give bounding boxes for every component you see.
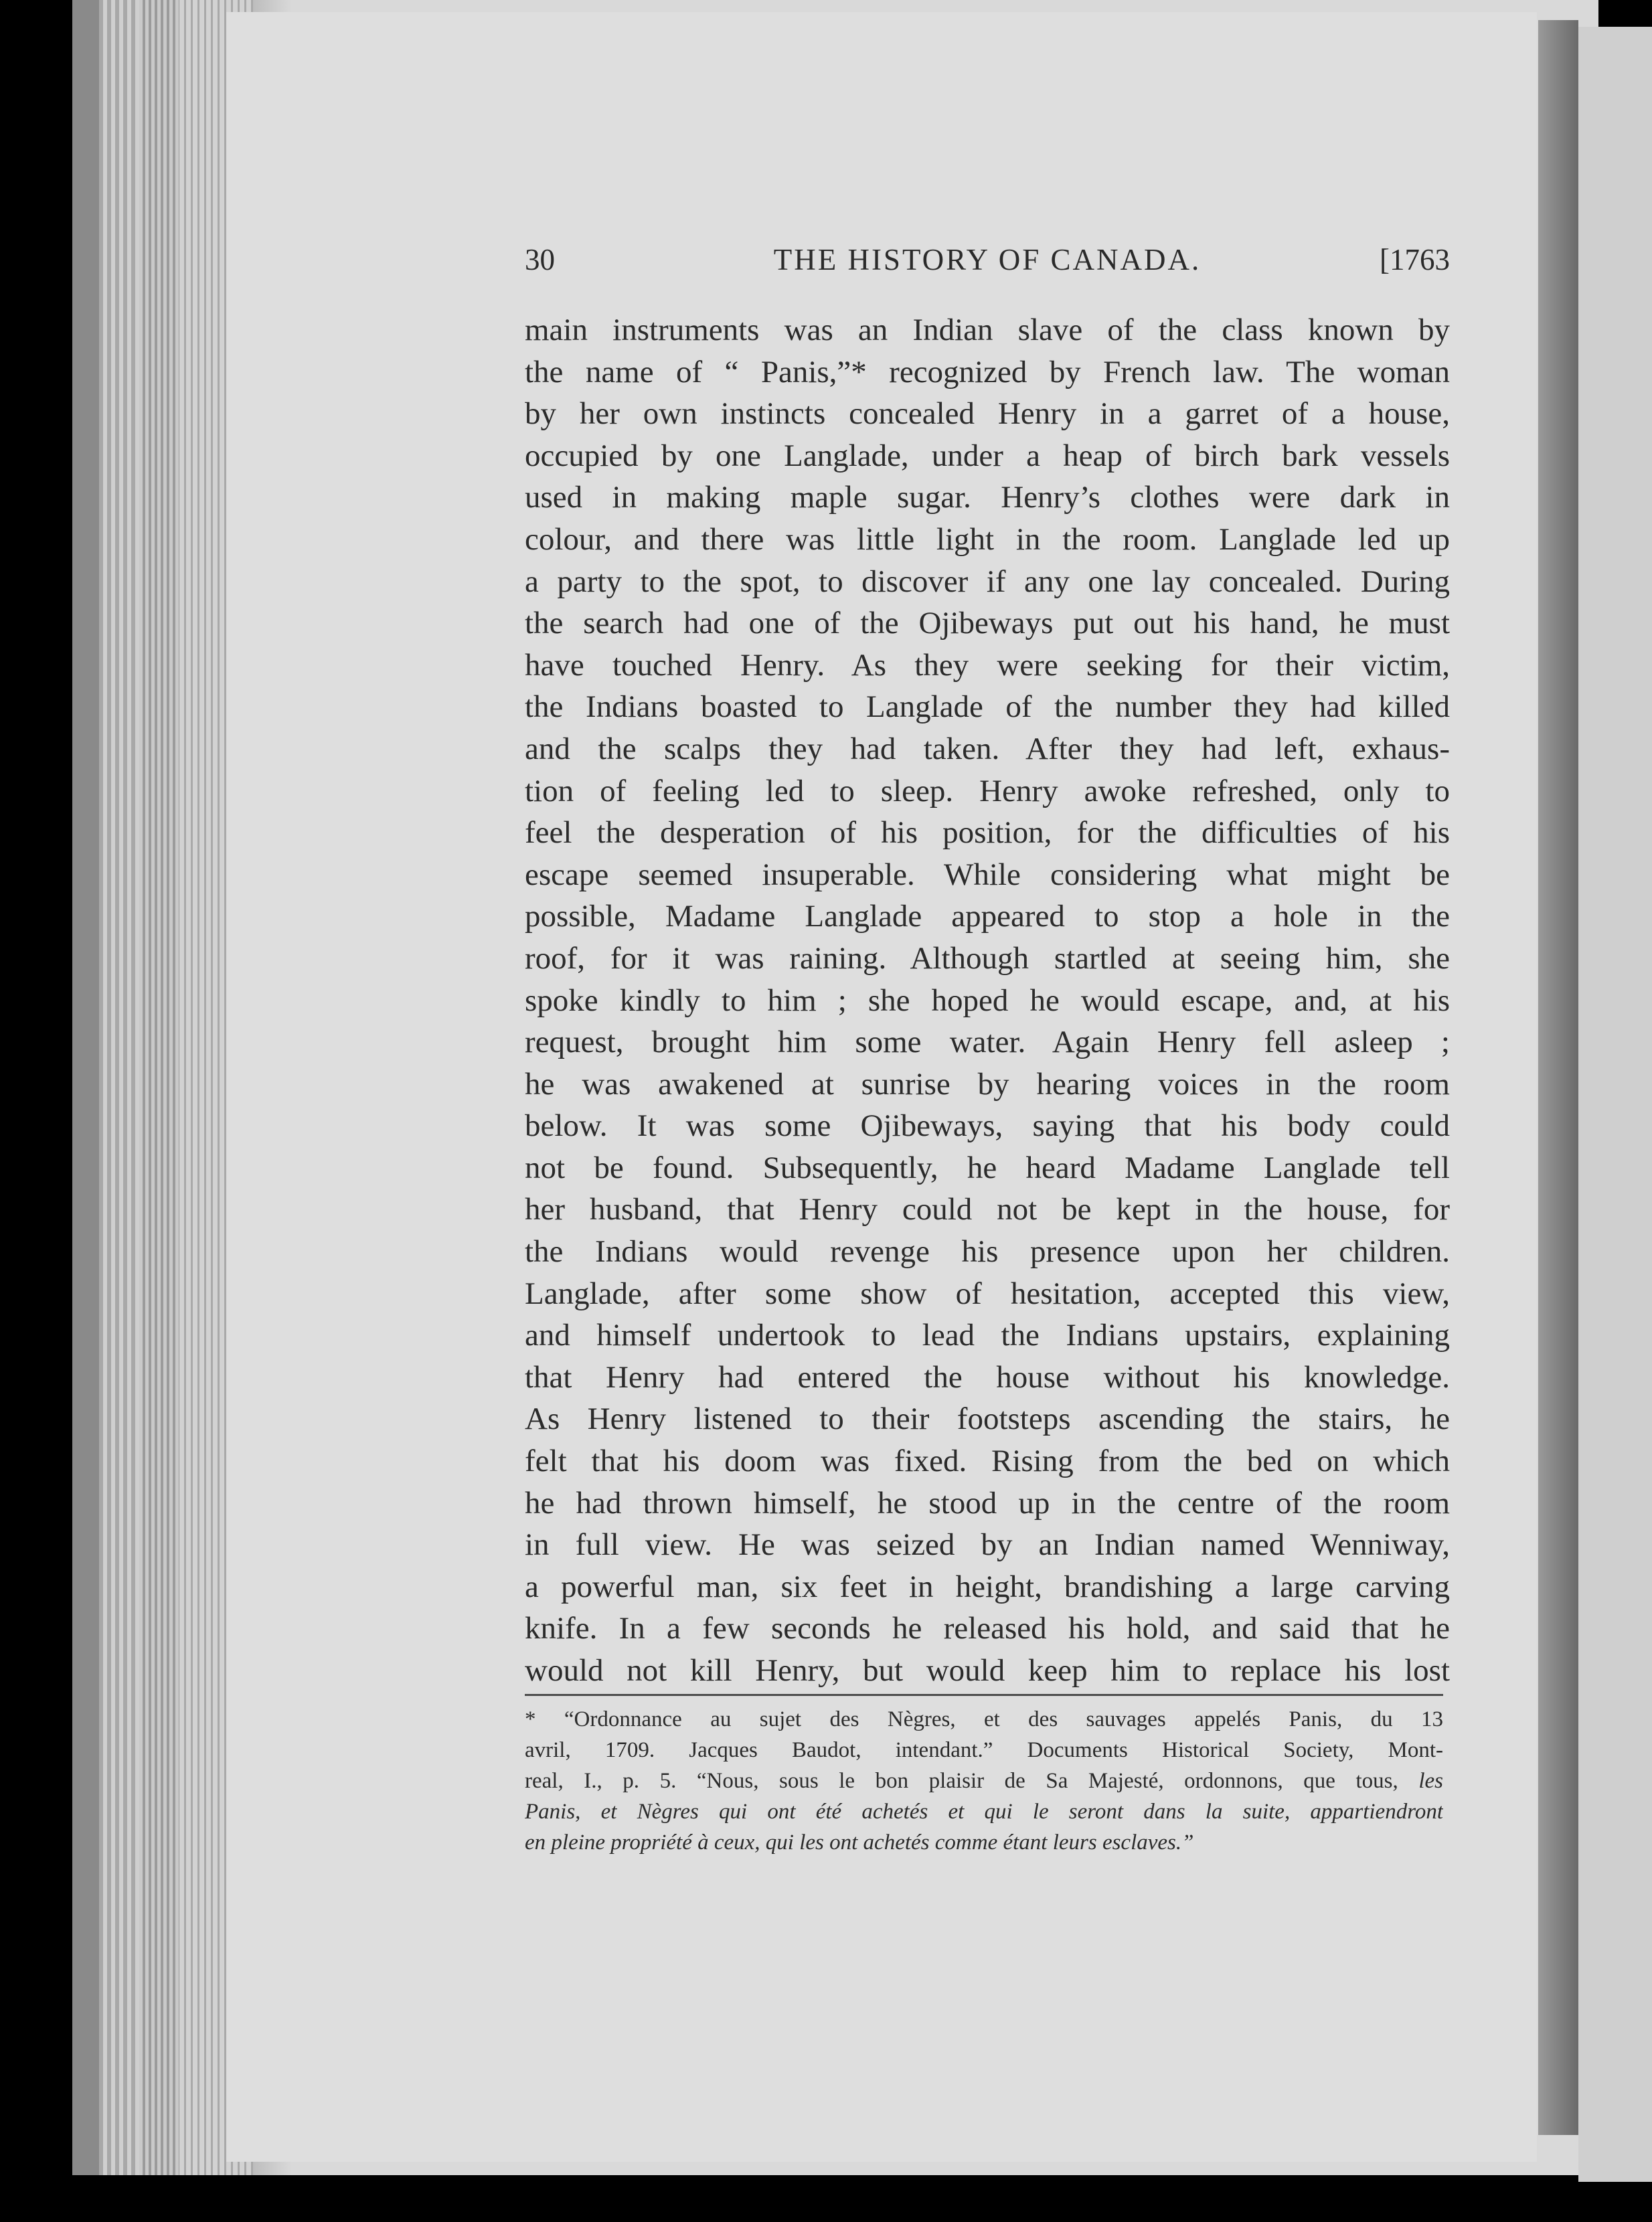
text-line: feel the desperation of his position, for the difficulties of his [525,815,1450,851]
text-line: have touched Henry. As they were seeking for their victim, [525,647,1450,683]
footnote-line: en pleine propriété à ceux, qui les ont achetés comme étant leurs esclaves.” [525,1830,1194,1855]
text-line: he was awakened at sunrise by hearing voices in the room [525,1066,1450,1102]
footnote-line-roman: real, I., p. 5. “Nous, sous le bon plaisir de Sa Majesté, ordonnons, que tous, [525,1769,1398,1793]
text-line: occupied by one Langlade, under a heap of birch bark vessels [525,438,1450,473]
text-line: used in making maple sugar. Henry’s clothes were dark in [525,480,1450,515]
text-line: he had thrown himself, he stood up in the centre of the room [525,1485,1450,1521]
running-header [525,242,1450,289]
text-line: the Indians boasted to Langlade of the number they had killed [525,689,1450,725]
text-line: in full view. He was seized by an Indian named Wenniway, [525,1527,1450,1563]
page-edge [72,0,99,2175]
footnote-line-italic: les [1418,1769,1443,1793]
text-line: felt that his doom was fixed. Rising from the bed on which [525,1444,1450,1479]
text-line: colour, and there was little light in the room. Langlade led up [525,521,1450,557]
text-line: and himself undertook to lead the Indians upstairs, explaining [525,1318,1450,1353]
facing-page-edge [1578,27,1652,2182]
text-line: tion of feeling led to sleep. Henry awoke refreshed, only to [525,773,1450,808]
text-line: would not kill Henry, but would keep him to replace his lost [525,1653,1450,1688]
page-gutter-shadow [1538,20,1578,2135]
text-line: As Henry listened to their footsteps ascending the stairs, he [525,1401,1450,1437]
text-line: Langlade, after some show of hesitation, accepted this view, [525,1276,1450,1311]
text-line: her husband, that Henry could not be kept in the house, for [525,1192,1450,1227]
text-line: spoke kindly to him ; she hoped he would escape, and, at his [525,982,1450,1018]
text-line: a powerful man, six feet in height, brandishing a large carving [525,1569,1450,1604]
text-line: knife. In a few seconds he released his hold, and said that he [525,1611,1450,1646]
text-line: escape seemed insuperable. While considering what might be [525,857,1450,892]
text-line: the search had one of the Ojibeways put out his hand, he must [525,606,1450,641]
footnote-rule [525,1694,1443,1696]
page-edge [99,0,139,2175]
text-line: not be found. Subsequently, he heard Madame Langlade tell [525,1150,1450,1185]
text-line: below. It was some Ojibeways, saying that his body could [525,1108,1450,1144]
text-line: the name of “ Panis,”* recognized by French law. The woman [525,354,1450,390]
text-line: and the scalps they had taken. After they had left, exhaus- [525,731,1450,766]
header-year: [1763 [1380,243,1450,276]
page-edge [139,0,179,2175]
footnote-line: Panis, et Nègres qui ont été achetés et qui le seront dans la suite, appartiendront [525,1800,1443,1824]
footnote [525,1704,1443,1858]
text-line: that Henry had entered the house without his knowledge. [525,1359,1450,1395]
text-line: main instruments was an Indian slave of the class known by [525,313,1450,347]
text-line: possible, Madame Langlade appeared to stop a hole in the [525,899,1450,934]
text-line: the Indians would revenge his presence upon her children. [525,1234,1450,1270]
text-line: a party to the spot, to discover if any one lay concealed. During [525,564,1450,599]
footnote-line [525,1766,1443,1796]
footnote-line: * “Ordonnance au sujet des Nègres, et des sauvages appelés Panis, du 13 [525,1707,1443,1731]
text-line: by her own instincts concealed Henry in a garret of a house, [525,396,1450,432]
running-head-title: THE HISTORY OF CANADA. [773,243,1202,276]
text-line: roof, for it was raining. Although startled at seeing him, she [525,940,1450,976]
footnote-line: avril, 1709. Jacques Baudot, intendant.” Documents Historical Society, Mont- [525,1738,1443,1762]
page-number: 30 [525,243,555,276]
text-line: request, brought him some water. Again Henry fell asleep ; [525,1025,1450,1060]
body-text [525,309,1450,1692]
